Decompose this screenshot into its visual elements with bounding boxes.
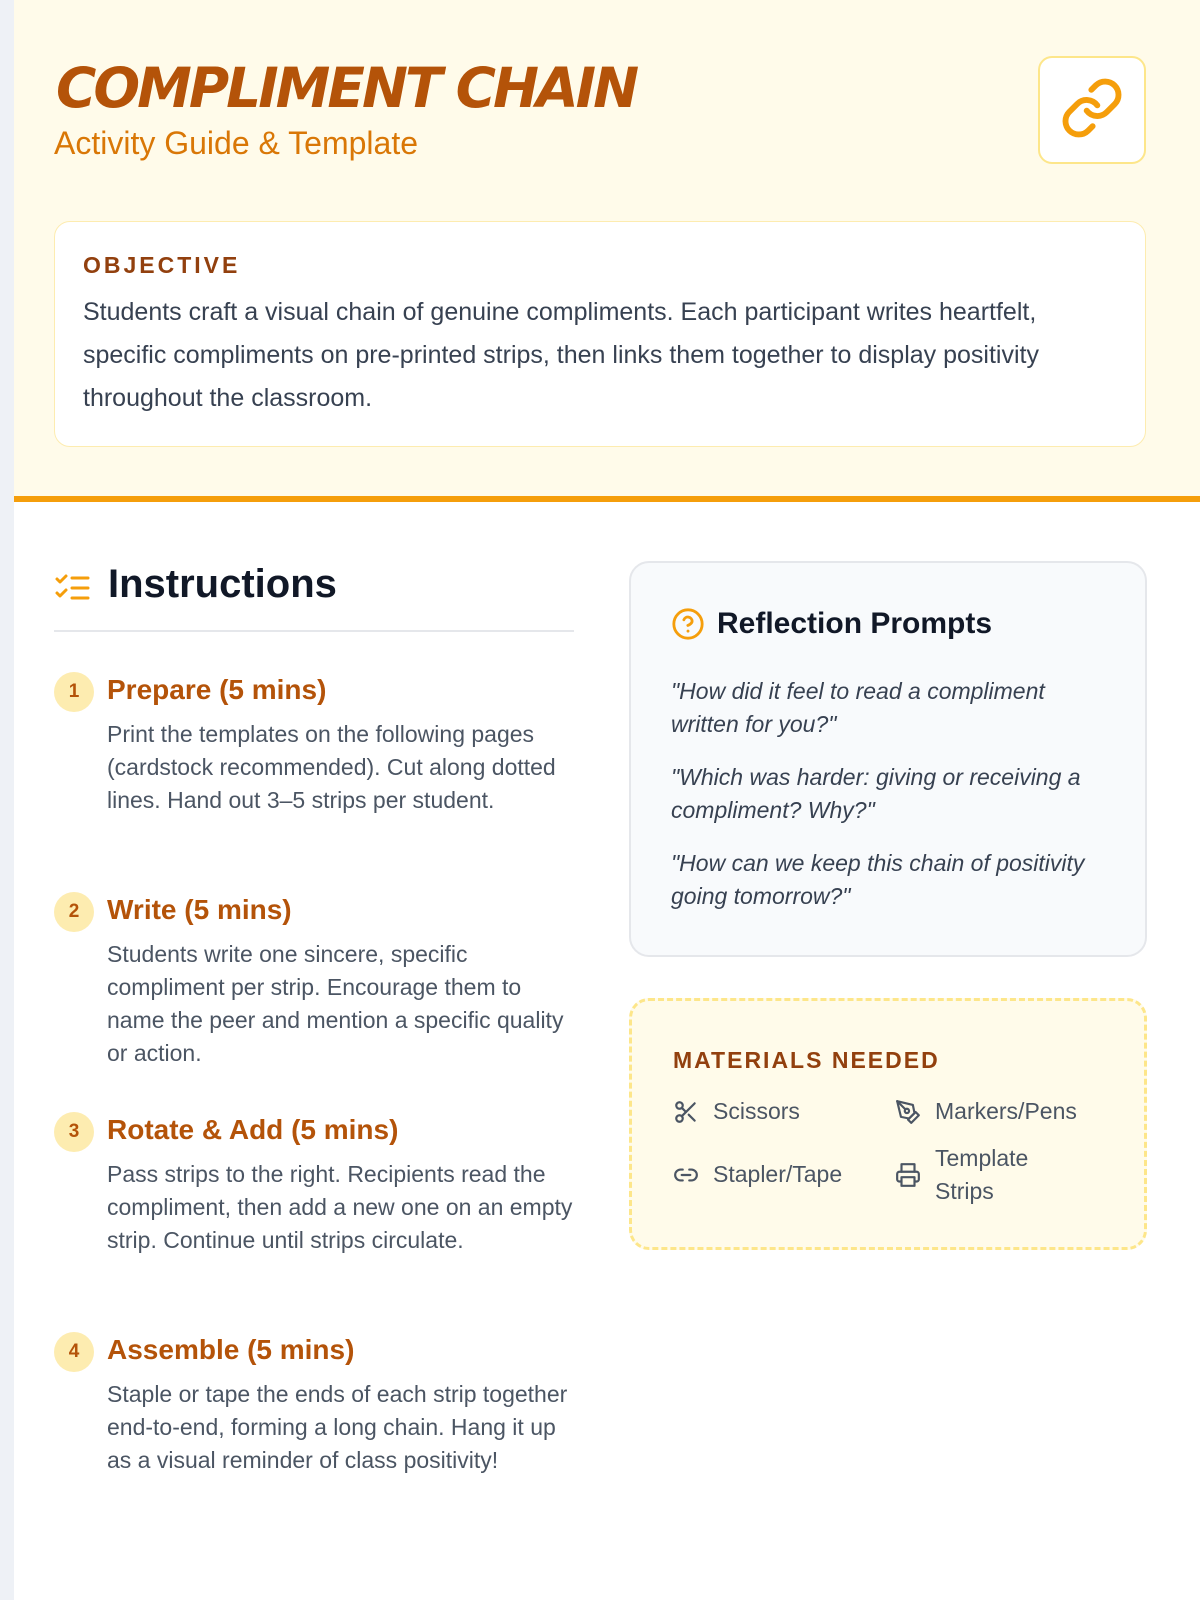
step-number: 4: [54, 1332, 94, 1372]
material-label: Stapler/Tape: [713, 1161, 843, 1187]
scissors-icon: [673, 1099, 713, 1125]
link-icon: [673, 1162, 713, 1188]
step-text: Print the templates on the following pages (cardstock recommended). Cut along dotted lines. Hand out 3–5 strips per student.: [107, 721, 556, 813]
reflection-prompt: "How can we keep this chain of positivity going tomorrow?": [671, 850, 1085, 909]
objective-text: Students craft a visual chain of genuine compliments. Each participant writes heartfelt, specific compliments on pre-printed strips, then links them together to display positivity throughout the classroom.: [83, 298, 1039, 412]
step-title: Write (5 mins): [107, 894, 292, 925]
step-number: 3: [54, 1112, 94, 1152]
instructions-title: Instructions: [108, 562, 337, 606]
page: [14, 0, 1200, 1600]
printer-icon: [895, 1162, 935, 1188]
instructions-heading: [54, 562, 574, 632]
objective-label: OBJECTIVE: [83, 252, 241, 278]
materials-label: MATERIALS NEEDED: [673, 1047, 940, 1073]
step-number: 2: [54, 892, 94, 932]
step-text: Pass strips to the right. Recipients read the compliment, then add a new one on an empty strip. Continue until strips circulate.: [107, 1161, 573, 1253]
reflection-card: [629, 561, 1147, 957]
material-label: Template Strips: [935, 1145, 1029, 1204]
material-item: [895, 1142, 1075, 1208]
material-item: [895, 1095, 1077, 1128]
material-item: [673, 1095, 800, 1128]
step-title: Rotate & Add (5 mins): [107, 1114, 399, 1145]
reflection-prompt: "Which was harder: giving or receiving a compliment? Why?": [671, 764, 1081, 823]
question-circle-icon: [671, 607, 705, 646]
objective-card: [54, 221, 1146, 447]
step-number: 1: [54, 672, 94, 712]
pen-icon: [895, 1099, 935, 1125]
step-text: Staple or tape the ends of each strip together end-to-end, forming a long chain. Hang it up as a visual reminder of class positivity!: [107, 1381, 568, 1473]
header: [14, 0, 1200, 502]
checklist-icon: [54, 572, 92, 609]
logo-badge: [1038, 56, 1146, 164]
material-label: Scissors: [713, 1098, 800, 1124]
material-label: Markers/Pens: [935, 1098, 1077, 1124]
step-title: Prepare (5 mins): [107, 674, 327, 705]
link-icon: [1060, 76, 1124, 145]
materials-card: [629, 998, 1147, 1250]
reflection-title: Reflection Prompts: [717, 607, 993, 640]
step-text: Students write one sincere, specific compliment per strip. Encourage them to name the peer and mention a specific quality or action.: [107, 941, 564, 1066]
material-item: [673, 1158, 842, 1191]
reflection-prompt: "How did it feel to read a compliment written for you?": [671, 678, 1045, 737]
step-title: Assemble (5 mins): [107, 1334, 355, 1365]
page-subtitle: Activity Guide & Template: [54, 125, 419, 161]
page-title: COMPLIMENT CHAIN: [56, 56, 637, 120]
